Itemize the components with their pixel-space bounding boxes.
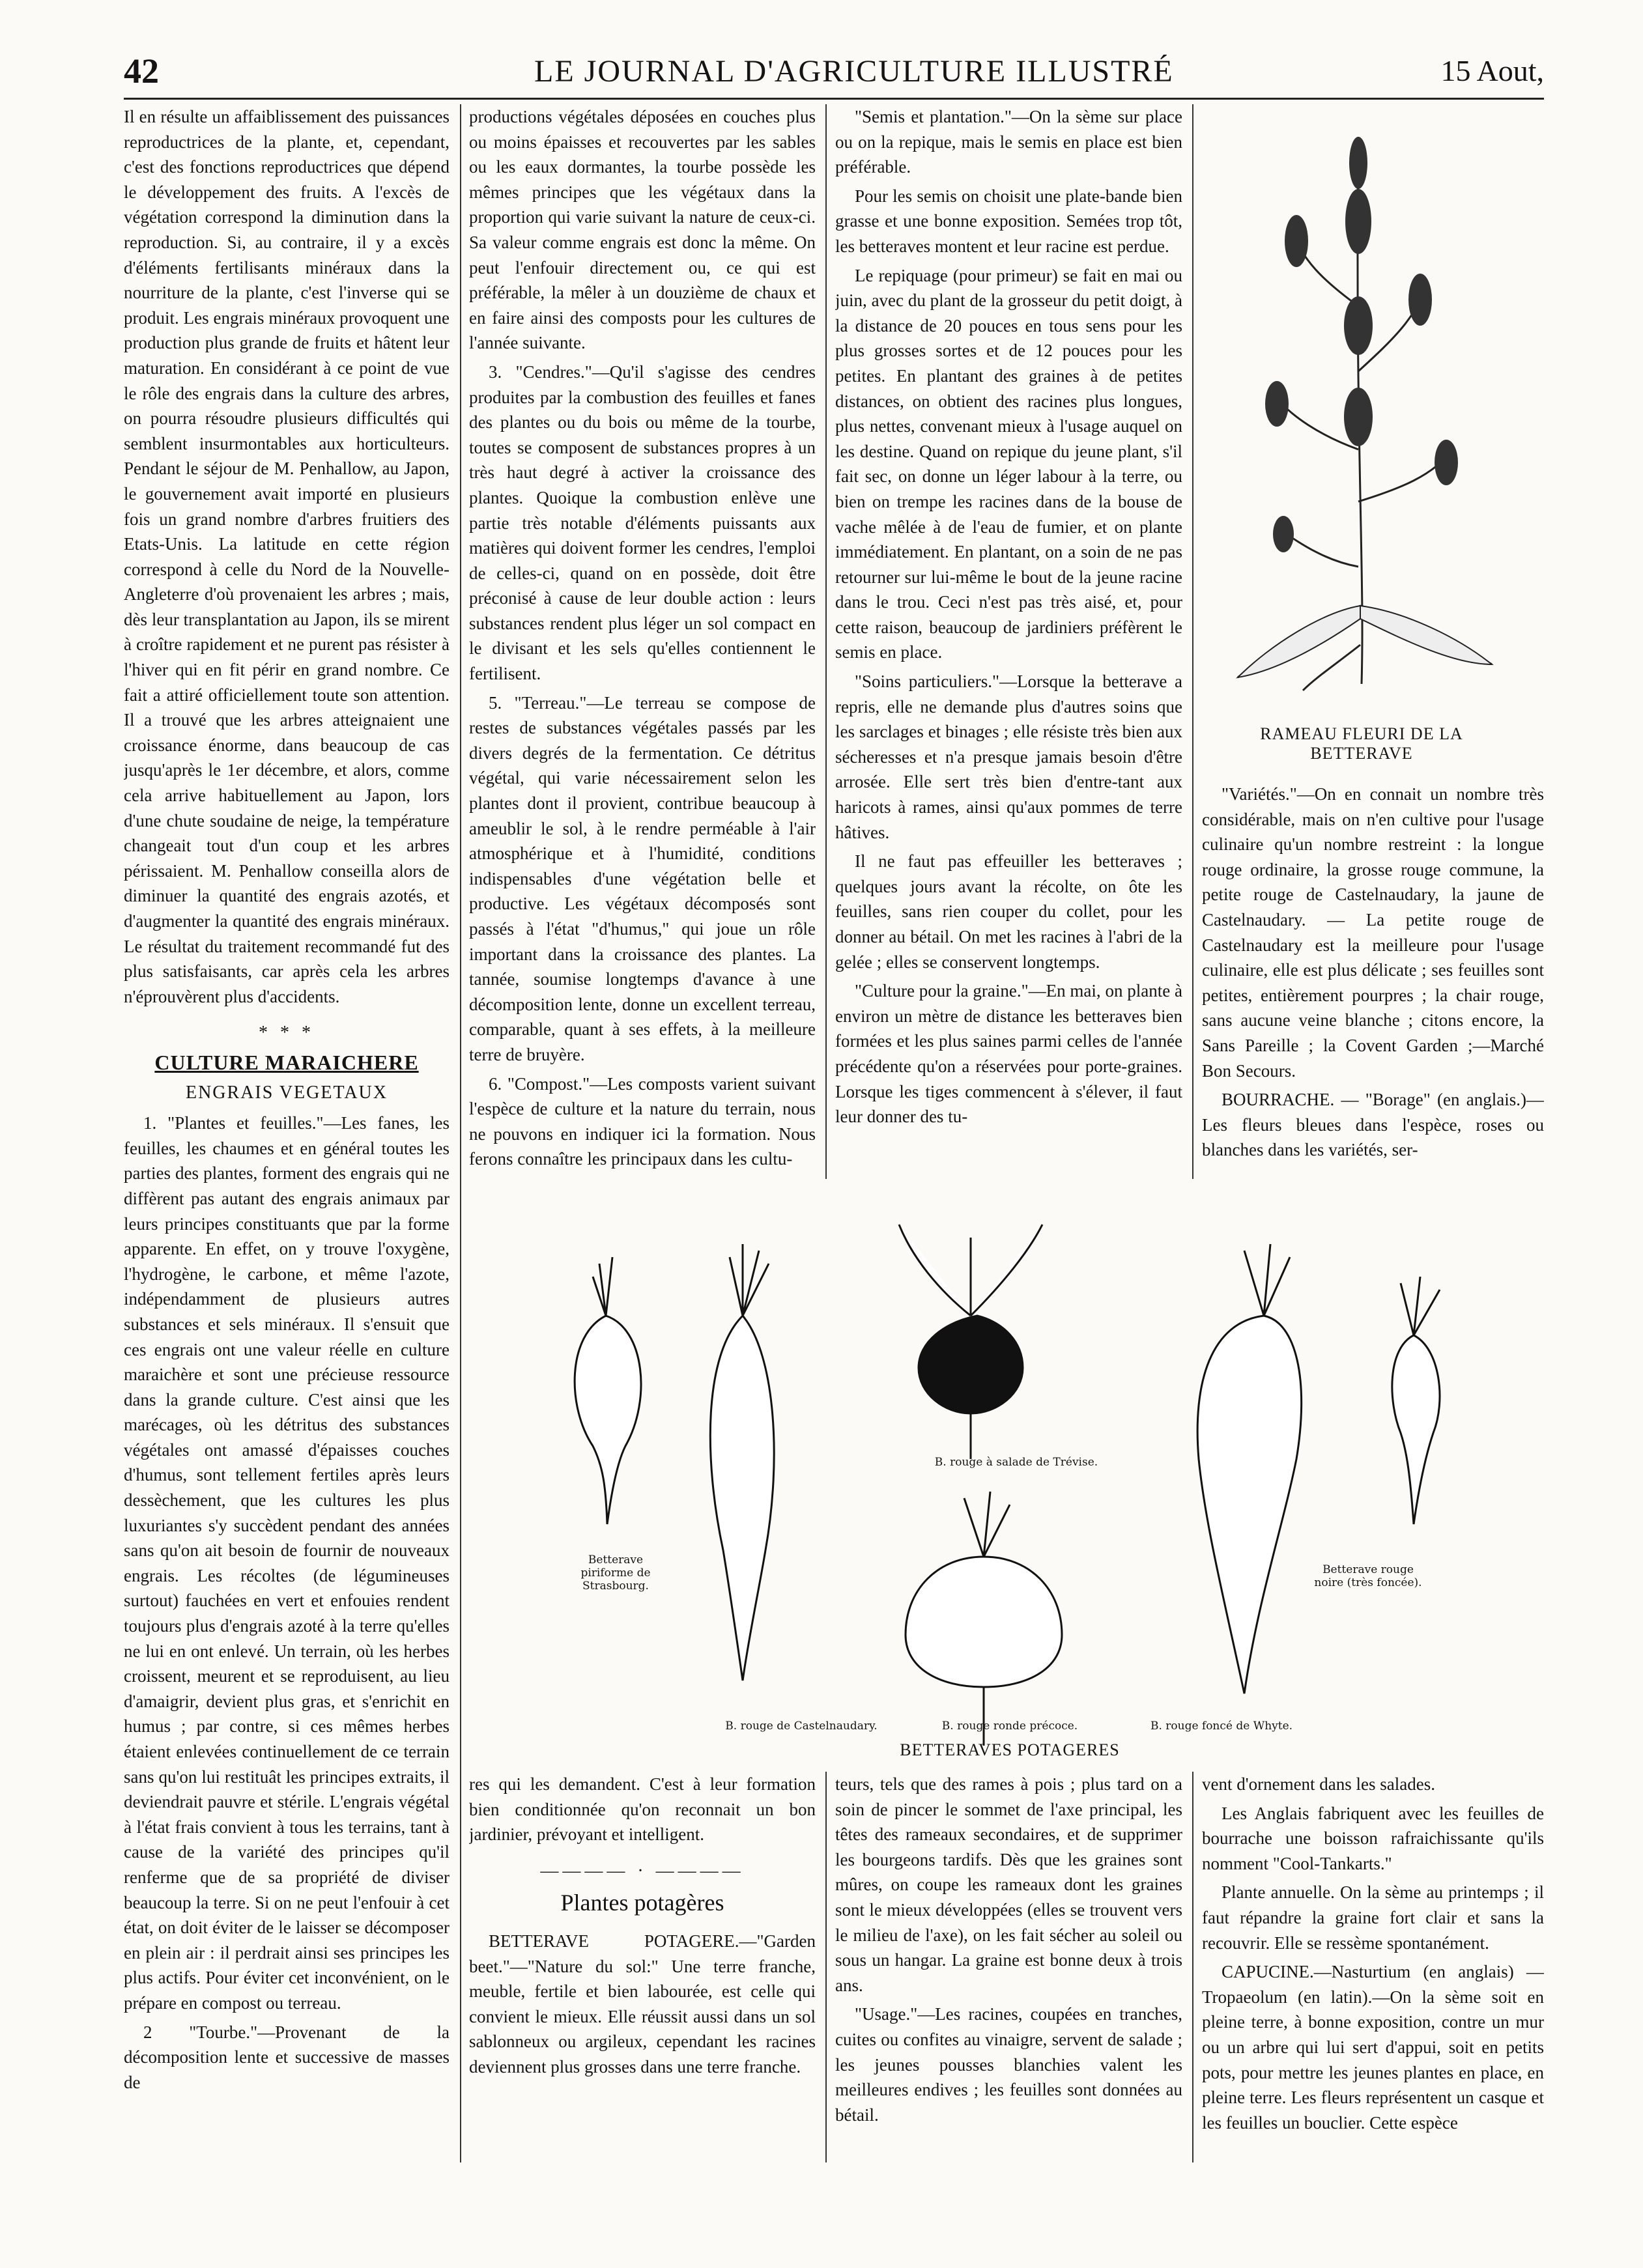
journal-title: LE JOURNAL D'AGRICULTURE ILLUSTRÉ — [534, 54, 1174, 89]
column-rule — [1192, 104, 1193, 1179]
bottom-column-4 — [1202, 1772, 1544, 2162]
label-whyte: B. rouge foncé de Whyte. — [1150, 1720, 1293, 1733]
header-rule — [124, 98, 1544, 100]
subsection-title: ENGRAIS VEGETAUX — [185, 1082, 388, 1103]
column-3 — [835, 104, 1182, 1179]
paragraph: teurs, tels que des rames à pois ; plus tard on a soin de pincer le sommet de l'axe principal, les têtes des rameaux secondaires, et de supprimer les bourgeons tardifs. Dès que les graines sont mûres, on coupe les rameaux dont les graines sont le mieux développées (elles se trouvent vers le milieu de l'axe), on les fait sécher au soleil ou sous un hangar. La graine est bonne deux à trois ans. — [835, 1774, 1182, 1995]
paragraph: Les Anglais fabriquent avec les feuilles de bourrache une boisson rafraichissante qu'ils nomment "Cool-Tankarts." — [1202, 1803, 1544, 1873]
label-noire: Betterave rouge noire (très foncée). — [1314, 1563, 1422, 1589]
column-rule — [1192, 1772, 1193, 2162]
page-number: 42 — [124, 51, 159, 91]
bottom-column-2 — [469, 1772, 816, 2162]
column-2 — [469, 104, 816, 1179]
column-4 — [1202, 782, 1544, 1179]
paragraph: 2 "Tourbe."—Provenant de la décomposition lente et successive de masses de — [124, 2022, 450, 2092]
paragraph: vent d'ornement dans les salades. — [1202, 1774, 1436, 1794]
paragraph: CAPUCINE.—Nasturtium (en anglais) —Tropaeolum (en latin).—On la sème soit en pleine terre, à bonne exposition, contre un mur ou un arbre qui lui sert d'appui, soit en petits pots, pour mettre les jeunes plantes en place, en pleine terre. Les fleurs représentent un casque et les feuilles un bouclier. Cette espèce — [1202, 1962, 1544, 2133]
paragraph: productions végétales déposées en couches plus ou moins épaisses et recouvertes par les sables ou les eaux dormantes, la tourbe possède les mêmes principes que les végétaux dans la proportion qui varie suivant la nature de ceux-ci. Sa valeur comme engrais est donc la même. On peut l'enfouir directement ou, ce qui est préférable, la mêler à un douzième de chaux et en faire ainsi des composts pour les cultures de l'année suivante. — [469, 107, 816, 353]
flowering-beet-branch-illustration — [1225, 111, 1498, 697]
paragraph: res qui les demandent. C'est à leur formation bien conditionnée qu'on reconnait un bon jardinier, prévoyant et intelligent. — [469, 1774, 816, 1845]
paragraph: "Culture pour la graine."—En mai, on plante à environ un mètre de distance les betteraves bien formées et les plus saines parmi celles de l'année précédente qu'on a réservées pour porte-graines. Lorsque les tiges commencent à s'élever, il faut leur donner des tu- — [835, 981, 1182, 1127]
paragraph: BETTERAVE POTAGERE.—"Garden beet."—"Nature du sol:" Une terre franche, meuble, fertile et bien labourée, est celle qui convient le mieux. Elle réussit aussi dans un sol sablonneux ou argileux, cependant les racines deviennent plus grosses dans une terre franche. — [469, 1931, 816, 2077]
paragraph: Plante annuelle. On la sème au printemps ; il faut répandre la graine fort clair et sans la recouvrir. Elle se ressème spontanément. — [1202, 1882, 1544, 1953]
column-rule — [825, 1772, 827, 2162]
beet-varieties-illustration — [469, 1185, 1544, 1759]
column-rule — [460, 104, 461, 2162]
paragraph: Pour les semis on choisit une plate-bande bien grasse et une bonne exposition. Semées trop tôt, les betteraves montent et leur racine est perdue. — [835, 186, 1182, 256]
paragraph: "Variétés."—On en connait un nombre très considérable, mais on n'en cultive pour l'usage culinaire qu'un nombre restreint : la longue rouge ordinaire, la grosse rouge commune, la petite rouge de Castelnaudary, la jaune de Castelnaudary. — La petite rouge de Castelnaudary est la meilleure pour l'usage culinaire, elle est plus délicate ; ses feuilles sont petites, entièrement pourpres ; la chair rouge, sans aucune veine blanche ; citons encore, la Sans Pareille ; la Covent Garden ;—Marché Bon Secours. — [1202, 784, 1544, 1081]
label-ronde: B. rouge ronde précoce. — [941, 1720, 1078, 1733]
section-title-plantes: Plantes potagères — [560, 1890, 724, 1916]
paragraph: "Semis et plantation."—On la sème sur place ou on la repique, mais le semis en place est bien préférable. — [835, 107, 1182, 177]
paragraph: 6. "Compost."—Les composts varient suivant l'espèce de culture et la nature du terrain, nous ne pouvons en indiquer ici la formation. Nous ferons connaître les principaux dans les cultu- — [469, 1073, 816, 1169]
column-1 — [124, 104, 450, 2162]
label-castelnaudary: B. rouge de Castelnaudary. — [725, 1720, 878, 1733]
label-trevise: B. rouge à salade de Trévise. — [934, 1456, 1098, 1469]
paragraph: Il en résulte un affaiblissement des puissances reproductrices de la plante, et, cependant, c'est des fonctions reproductrices que dépend le développement des fruits. A l'excès de végétation correspond la diminution dans la reproduction. Si, au contraire, il y a excès d'éléments fertilisants minéraux dans la nourriture de la plante, c'est l'inverse qui se produit. Les engrais minéraux provoquent une production plus grande de fruits et hâtent leur maturation. En considérant à ce point de vue le rôle des engrais dans la culture des arbres, on pourra résoudre plusieurs difficultés qui semblent insurmontables aux horticulteurs. Pendant le séjour de M. Penhallow, au Japon, le gouvernement avait importé en plusieurs fois un grand nombre d'arbres fruitiers des Etats-Unis. La latitude en cette région correspond à celle du Nord de la Nouvelle-Angleterre d'où provenaient les arbres ; mais, dès leur transplantation au Japon, ils se mirent à croître rapidement et ne purent pas résister à l'hiver qui en fit périr en grand nombre. Ce fait a attiré officiellement toute son attention. Il a trouvé que les arbres atteignaient une croissance énorme, dans beaucoup de cas jusqu'après le 1er décembre, et alors, comme cela arrive habituellement au Japon, lors d'une chute soudaine de neige, la température changeait tout d'un coup et les arbres périssaient. M. Penhallow conseilla alors de diminuer la quantité des engrais azotés, et d'augmenter la quantité des engrais minéraux. Le résultat du traitement recommandé fut des plus satisfaisants, car après cela les arbres n'éprouvèrent plus d'accidents. — [124, 107, 450, 1006]
paragraph: 3. "Cendres."—Qu'il s'agisse des cendres produites par la combustion des feuilles et fanes des plantes ou du bois ou même de la tourbe, toutes se composent de substances propres à un très haut degré à activer la croissance des plantes. Quoique la combustion enlève une partie très notable d'éléments puissants aux matières qui doivent former les cendres, l'emploi de celles-ci, quand on en possède, doit être préconisé à cause de leur double action : leurs substances rendent plus léger un sol compact en le divisant et les sels qu'elles contiennent le fertilisent. — [469, 361, 816, 684]
separator-rule: ———— · ———— — [540, 1860, 745, 1881]
column-rule — [825, 104, 827, 1179]
label-strasbourg: Betterave piriforme de Strasbourg. — [580, 1553, 651, 1593]
paragraph: "Usage."—Les racines, coupées en tranches, cuites ou confites au vinaigre, servent de salade ; les jeunes pousses blanchies valent les meilleures endives ; les feuilles sont données au bétail. — [835, 2004, 1182, 2125]
figure-caption-branch: RAMEAU FLEURI DE LA BETTERAVE — [1260, 724, 1463, 763]
page-header — [124, 51, 1544, 96]
paragraph: BOURRACHE. — "Borage" (en anglais.)—Les fleurs bleues dans l'espèce, roses ou blanches dans les variétés, ser- — [1202, 1090, 1544, 1160]
separator-stars: * * * — [259, 1023, 315, 1043]
paragraph: 5. "Terreau."—Le terreau se compose de restes de substances végétales passés par les divers degrés de la fermentation. Ce détritus végétal, qui varie nécessairement selon les plantes dont il provient, contribue beaucoup à ameublir le sol, à le rendre perméable à l'air atmosphérique et à l'humidité, conditions indispensables d'une végétation belle et productive. Les végétaux décomposés sont passés à l'état "d'humus," qui joue un rôle important dans la croissance des plantes. La tannée, soumise longtemps d'avance à une décomposition lente, donne un excellent terreau, comparable, quant à ses effets, à la meilleure terre de bruyère. — [469, 692, 816, 1064]
issue-date: 15 Aout, — [1440, 54, 1544, 87]
paragraph: "Soins particuliers."—Lorsque la betterave a repris, elle ne demande plus d'autres soins que les sarclages et binages ; elle résiste très bien aux sécheresses et n'a presque jamais besoin d'être arrosée. Elle sert très bien d'entre-tant aux haricots à rames, ainsi qu'aux pommes de terre hâtives. — [835, 672, 1182, 842]
section-title: CULTURE MARAICHERE — [154, 1050, 419, 1074]
paragraph: 1. "Plantes et feuilles."—Les fanes, les feuilles, les chaumes et en général toutes les parties des plantes, forment des engrais qui ne diffèrent pas autant des engrais animaux par leurs principes constituants que par la forme apparente. En effet, on y trouve l'oxygène, l'hydrogène, le carbone, et même l'azote, indépendamment de plusieurs autres substances et sels minéraux. Il s'ensuit que ces engrais ont une valeur réelle en culture maraichère et sont une précieuse ressource dans la grande culture. C'est ainsi que les marécages, où les détritus des substances végétales ont amassé d'épaisses couches d'humus, sont tellement fertiles après leurs dessèchement, que les cultures les plus luxuriantes s'y succèdent pendant des années sans qu'on ait besoin de fournir de nouveaux engrais. Les récoltes (de légumineuses surtout) fauchées en vert et enfouies rendent toujours plus d'engrais azoté à la terre qu'elles ne lui en ont enlevé. Un terrain, où les herbes croissent, meurent et se reproduisent, au lieu d'amaigrir, devient plus gras, et s'enrichit en humus ; par contre, si ces mêmes herbes étaient enlevées continuellement de ce terrain sans qu'on lui restituât les principes extraits, il deviendrait pauvre et stérile. L'engrais végétal à l'état frais convient à tous les terrains, tant à cause de la variété des principes qu'il renferme que de sa propriété de diviser beaucoup la terre. Si on ne peut l'enfouir à cet état, on doit éviter de le laisser se décomposer en plein air : il perdrait ainsi ses principes les plus actifs. Pour éviter cet inconvénient, on le prépare en compost ou terreau. — [124, 1113, 450, 2013]
paragraph: Il ne faut pas effeuiller les betteraves ; quelques jours avant la récolte, on ôte les feuilles, sans rien couper du collet, pour les donner au bétail. On met les racines à l'abri de la gelée ; elles se conservent longtemps. — [835, 851, 1182, 972]
paragraph: Le repiquage (pour primeur) se fait en mai ou juin, avec du plant de la grosseur du petit doigt, à la distance de 20 pouces en tous sens pour les plus grosses sortes et de 12 pouces pour les petites. En plantant des graines à de petites distances, on obtient des racines plus longues, plus nettes, convenant mieux à l'usage auquel on les destine. Quand on repique du jeune plant, s'il fait sec, on donne un léger labour à la terre, ou bien on trempe les racines dans de la bouse de vache mêlée à de l'eau de fumier, et on plante immédiatement. En plantant, on a soin de ne pas retourner sur lui-même le bout de la jeune racine dans le trou. Ceci n'est pas très aisé, et, pour cette raison, beaucoup de jardiniers préfèrent le semis en place. — [835, 265, 1182, 662]
figure-caption-beets: BETTERAVES POTAGERES — [900, 1740, 1120, 1759]
bottom-column-3 — [835, 1772, 1182, 2162]
